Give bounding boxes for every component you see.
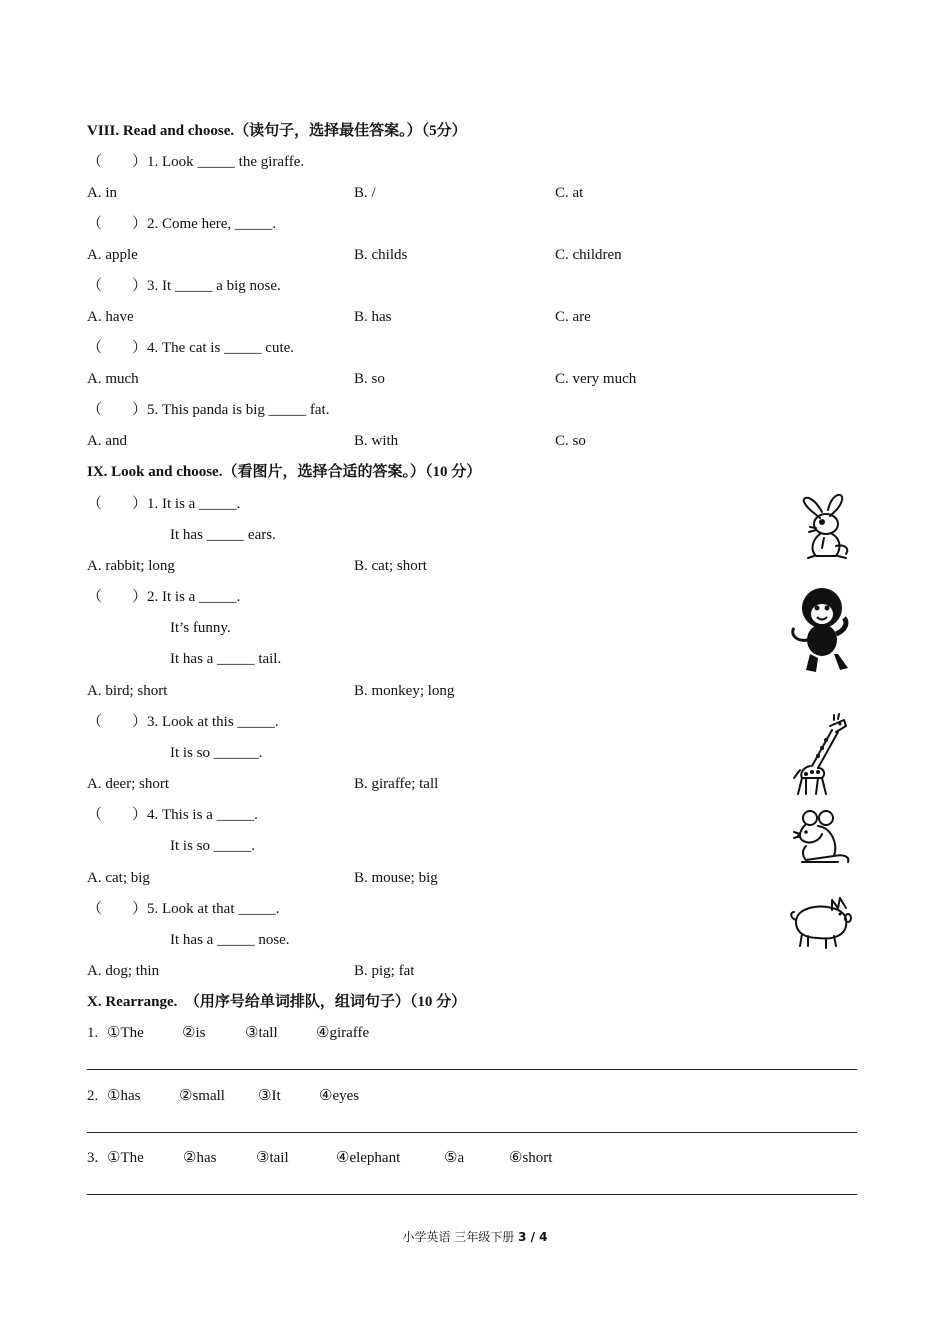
s10-item3-number: 3. (87, 1150, 99, 1166)
s9-q2: （ ）2. It is a _____. (87, 589, 241, 605)
s8-q2-option-b: B. childs (354, 247, 408, 263)
section-10-title: X. Rearrange. （用序号给单词排队，组词句子）（10 分） (87, 994, 467, 1010)
s9-q4-line1: It is so _____. (170, 838, 256, 854)
s9-q5: （ ）5. Look at that _____. (87, 901, 280, 917)
s10-item1-word3: ③tall (245, 1025, 278, 1041)
footer-text: 小学英语 三年级下册 (402, 1230, 519, 1244)
s10-item2-number: 2. (87, 1088, 99, 1104)
s9-q1-option-a: A. rabbit; long (87, 558, 175, 574)
s8-q5-option-a: A. and (87, 433, 127, 449)
s10-item2-word2: ②small (179, 1088, 225, 1104)
s9-q1-option-b: B. cat; short (354, 558, 427, 574)
s9-q2-option-b: B. monkey; long (354, 683, 455, 699)
s8-q4-option-b: B. so (354, 371, 385, 387)
s9-q3-option-a: A. deer; short (87, 776, 170, 792)
s9-q4: （ ）4. This is a _____. (87, 807, 258, 823)
s9-q2-line2: It has a _____ tail. (170, 651, 282, 667)
s8-q5-option-c: C. so (555, 433, 586, 449)
s10-item2-word3: ③It (258, 1088, 281, 1104)
s9-q1: （ ）1. It is a _____. (87, 496, 241, 512)
s8-q3-option-c: C. are (555, 309, 591, 325)
monkey-icon (788, 584, 856, 676)
s9-q2-option-a: A. bird; short (87, 683, 168, 699)
s10-item2-word1: ①has (107, 1088, 141, 1104)
s8-q2-option-a: A. apple (87, 247, 138, 263)
giraffe-icon (790, 712, 852, 796)
s9-q5-option-a: A. dog; thin (87, 963, 160, 979)
s8-q2-option-c: C. children (555, 247, 622, 263)
s8-q1-option-a: A. in (87, 185, 117, 201)
s10-item3-word5: ⑤a (444, 1150, 465, 1166)
s9-q5-line1: It has a _____ nose. (170, 932, 290, 948)
answer-line-3 (87, 1194, 857, 1195)
s9-q5-option-b: B. pig; fat (354, 963, 415, 979)
s10-item3-word2: ②has (183, 1150, 217, 1166)
s9-q4-option-a: A. cat; big (87, 870, 150, 886)
s10-item3-word3: ③tail (256, 1150, 289, 1166)
rabbit-icon (798, 490, 856, 562)
s10-item1-word1: ①The (107, 1025, 144, 1041)
s9-q3: （ ）3. Look at this _____. (87, 714, 279, 730)
s9-q2-line1: It’s funny. (170, 620, 231, 636)
s10-item2-word4: ④eyes (319, 1088, 360, 1104)
s8-q5: （ ）5. This panda is big _____ fat. (87, 402, 330, 418)
s8-q3: （ ）3. It _____ a big nose. (87, 278, 281, 294)
s9-q1-line1: It has _____ ears. (170, 527, 276, 543)
s9-q3-option-b: B. giraffe; tall (354, 776, 439, 792)
s9-q4-option-b: B. mouse; big (354, 870, 438, 886)
s10-item1-word4: ④giraffe (316, 1025, 370, 1041)
answer-line-1 (87, 1069, 857, 1070)
s8-q5-option-b: B. with (354, 433, 399, 449)
pig-icon (788, 894, 854, 952)
s8-q1-option-c: C. at (555, 185, 584, 201)
s10-item3-word4: ④elephant (336, 1150, 401, 1166)
answer-line-2 (87, 1132, 857, 1133)
mouse-icon (792, 808, 854, 870)
section-8-title: VIII. Read and choose.（读句子，选择最佳答案。）（5分） (87, 123, 467, 139)
s8-q1: （ ）1. Look _____ the giraffe. (87, 154, 305, 170)
s9-q3-line1: It is so ______. (170, 745, 263, 761)
s10-item1-number: 1. (87, 1025, 99, 1041)
s8-q3-option-a: A. have (87, 309, 134, 325)
s8-q1-option-b: B. / (354, 185, 376, 201)
s10-item3-word6: ⑥short (509, 1150, 553, 1166)
s8-q2: （ ）2. Come here, _____. (87, 216, 277, 232)
page-footer (0, 1228, 950, 1246)
s8-q4-option-a: A. much (87, 371, 139, 387)
s10-item3-word1: ①The (107, 1150, 144, 1166)
s8-q3-option-b: B. has (354, 309, 392, 325)
section-9-title: IX. Look and choose.（看图片，选择合适的答案。）（10 分） (87, 464, 482, 480)
s10-item1-word2: ②is (182, 1025, 206, 1041)
page-number: 3 / 4 (518, 1230, 548, 1244)
s8-q4-option-c: C. very much (555, 371, 637, 387)
s8-q4: （ ）4. The cat is _____ cute. (87, 340, 295, 356)
